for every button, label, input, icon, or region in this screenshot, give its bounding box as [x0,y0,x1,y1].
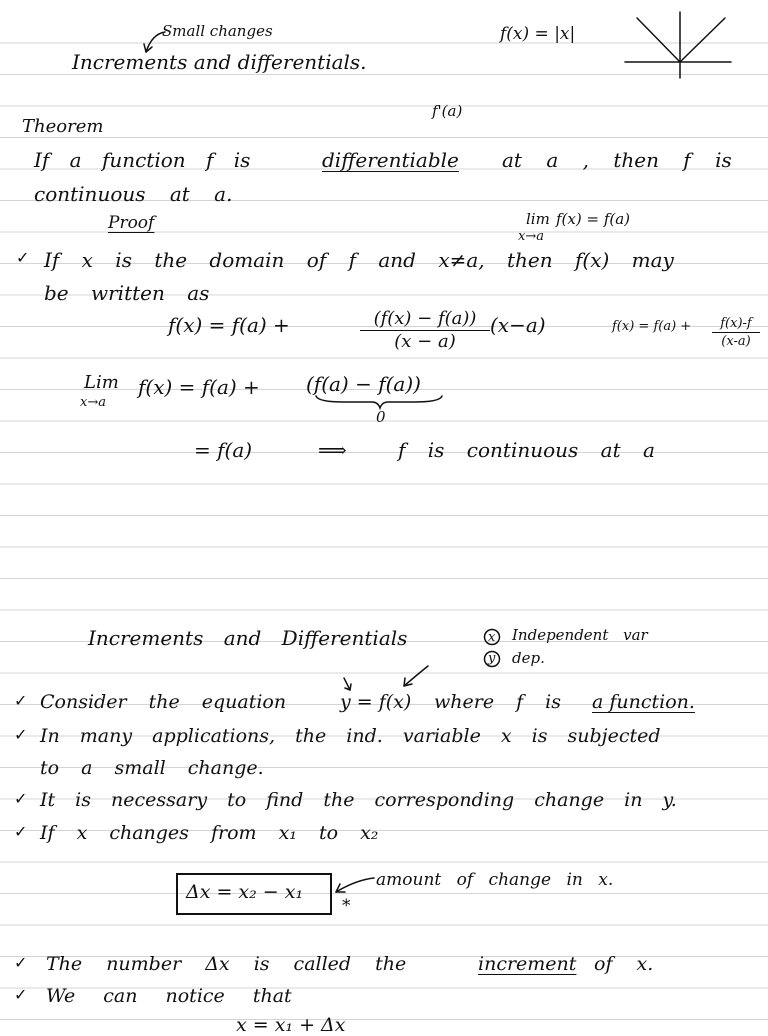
eq1-tail: (x−a) [490,313,546,337]
limit-note-lim: lim [526,210,550,228]
abs-function-formula: f(x) = |x| [500,24,576,44]
check-mark-icon: ✓ [14,789,28,808]
bullet1-equation: y = f(x) [340,691,412,713]
side-note-lhs: f(x) = f(a) + [612,319,692,334]
side-note-denominator: (x-a) [721,334,751,349]
cut-off-line: x = x₁ + Δx [236,1014,346,1036]
proof-line-1: If x is the domain of f and x≠a, then f(x) may [44,248,674,272]
section2-title: Increments and Differentials [88,626,408,650]
proof-line-2: be written as [44,281,210,305]
eq3-conclusion: f is continuous at a [398,438,655,462]
bullet1-text-b: where f is [434,691,562,713]
check-mark-icon: ✓ [16,248,30,267]
eq2-zero: 0 [376,408,386,426]
differentiable-underlined: differentiable [322,148,459,172]
limit-note-rest: f(x) = f(a) [556,210,631,228]
increment-underlined: increment [478,953,577,975]
final1-text-a: The number Δx is called the [46,953,407,975]
implies-arrow: ⟹ [318,438,347,462]
eq1-denominator: (x − a) [394,331,456,352]
legend-y-text: dep. [512,649,545,667]
eq2-lim: Lim [84,372,119,393]
box-note-arrow [332,874,376,896]
theorem-text-1a: If a function f is [34,148,251,172]
check-mark-icon: ✓ [14,691,28,710]
small-changes-annotation: Small changes [162,22,273,40]
final1-text-b: of x. [594,953,654,975]
side-note-bar [712,332,760,333]
check-mark-icon: ✓ [14,822,28,841]
eq2-lim-sub: x→a [80,395,106,410]
eq1-fraction [360,310,490,351]
eq1-lhs: f(x) = f(a) + [168,313,290,337]
theorem-heading: Theorem [22,116,104,137]
page-title: Increments and differentials. [72,50,367,74]
bullet1-function-underlined: a function. [592,691,695,713]
legend-x-text: Independent var [512,626,648,644]
theorem-text-1b: at a , then f is [502,148,732,172]
legend-y-symbol: y [488,651,496,666]
limit-note-sub: x→a [518,229,544,244]
side-note-numerator: f(x)-f [720,316,752,331]
fprime-note: f'(a) [432,102,463,120]
legend-x-symbol: x [488,630,496,645]
bullet4-text: If x changes from x₁ to x₂ [40,822,379,844]
eq3-lhs: = f(a) [194,438,253,462]
bullet2-text: In many applications, the ind. variable x is subjected [40,725,661,747]
bullet1-text-a: Consider the equation [40,691,287,713]
bullet3-text: It is necessary to find the corresponding change in y. [40,789,677,811]
final2-text: We can notice that [46,985,292,1007]
pointer-arrow-icon [398,664,432,690]
bullet2-continuation: to a small change. [40,757,264,779]
proof-heading: Proof [108,213,155,233]
check-mark-icon: ✓ [14,953,28,972]
box-note: amount of change in x. [376,870,614,890]
boxed-formula: Δx = x₂ − x₁ [186,881,304,903]
eq2-brace-term: (f(a) − f(a)) [306,372,421,396]
check-mark-icon: ✓ [14,985,28,1004]
theorem-text-2: continuous at a. [34,182,233,206]
asterisk-mark: * [342,896,351,916]
side-note-fraction [712,317,760,348]
eq2-rhs: f(x) = f(a) + [138,375,260,399]
eq1-numerator: (f(x) − f(a)) [373,308,477,329]
check-mark-icon: ✓ [14,725,28,744]
abs-value-graph [625,10,735,80]
